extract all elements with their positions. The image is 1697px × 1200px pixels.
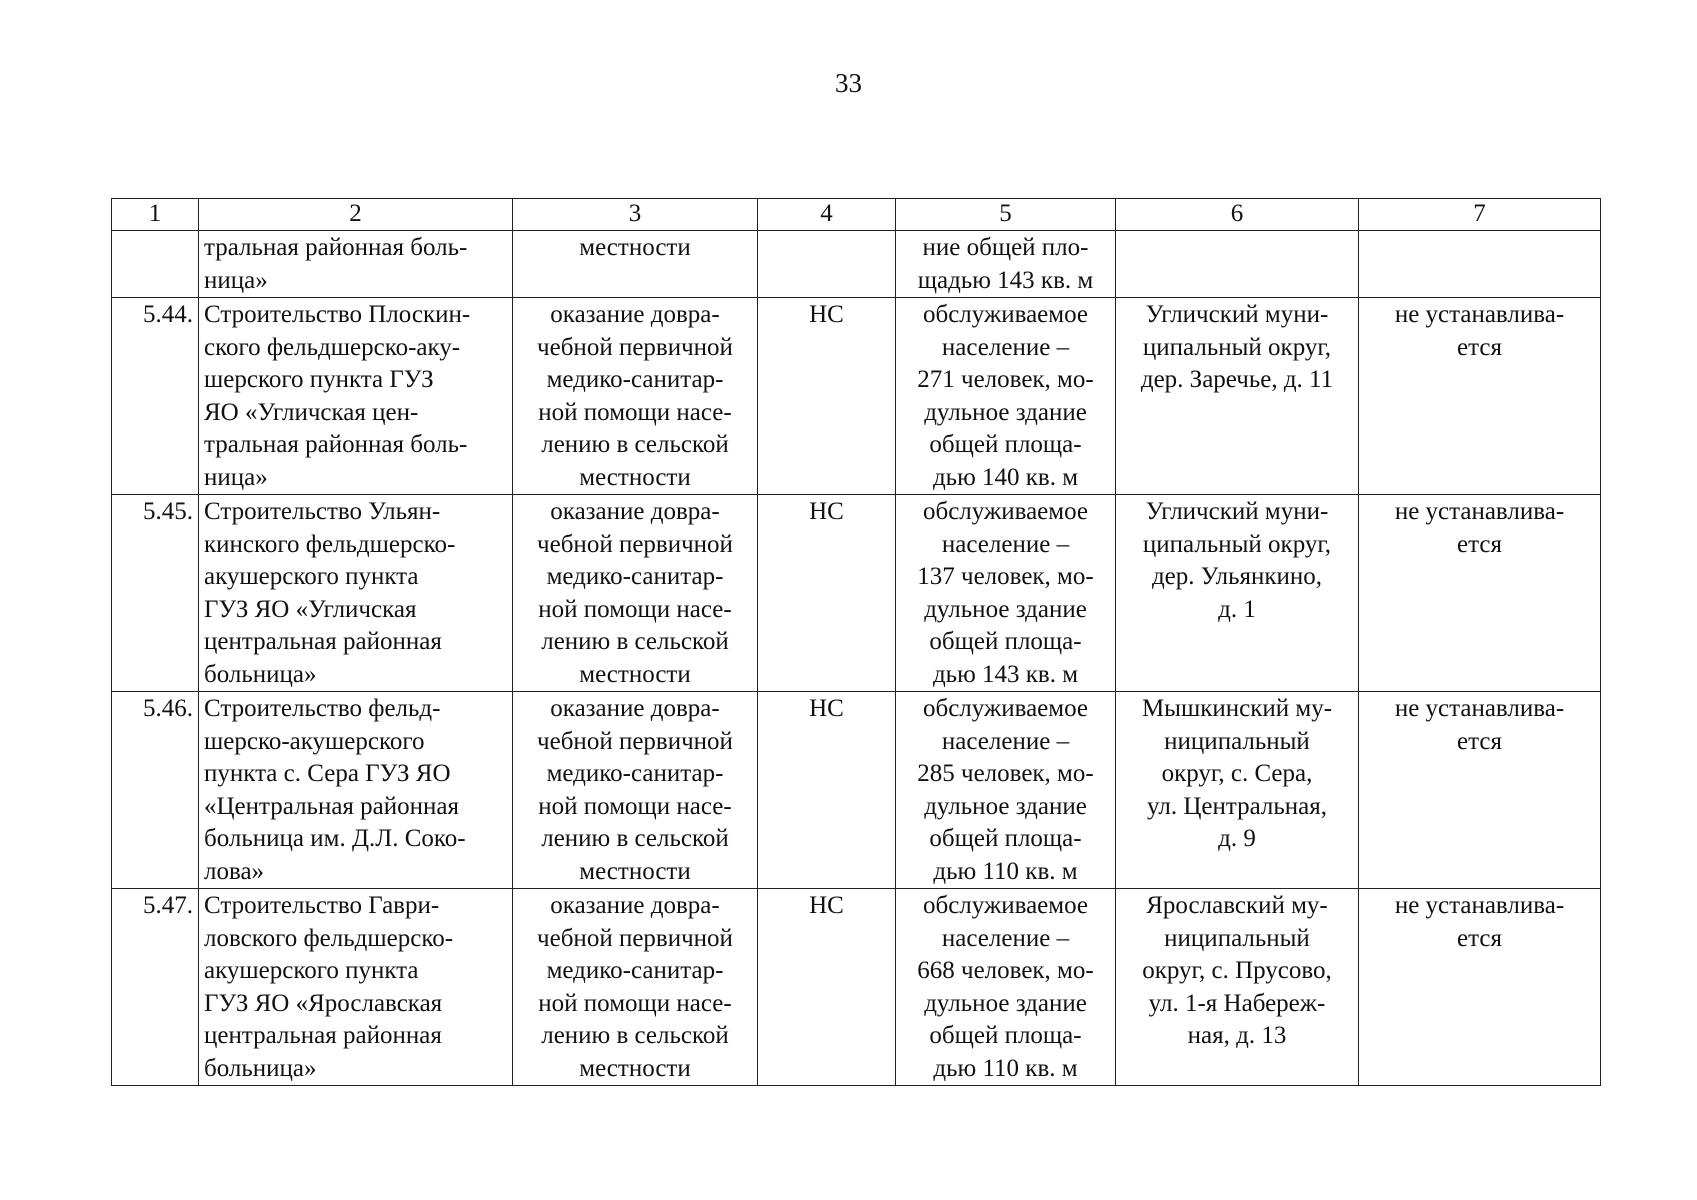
object-status: НС <box>758 889 896 1086</box>
column-number: 3 <box>513 199 758 231</box>
object-purpose: оказание довра- чебной первичной медико-санитар- ной помощи насе- лению в сельской местности <box>513 298 758 495</box>
object-name: Строительство Гаври- ловского фельдшерско- акушерского пункта ГУЗ ЯО «Ярославская центральная районная больница» <box>199 889 513 1086</box>
table-row <box>112 231 1601 298</box>
table-row <box>112 889 1601 1086</box>
object-zone: не устанавлива- ется <box>1359 692 1601 889</box>
column-number: 5 <box>896 199 1116 231</box>
object-characteristics: ние общей пло- щадью 143 кв. м <box>896 231 1116 298</box>
object-status <box>758 231 896 298</box>
object-purpose: оказание довра- чебной первичной медико-санитар- ной помощи насе- лению в сельской местности <box>513 495 758 692</box>
object-characteristics: обслуживаемое население – 285 человек, мо- дульное здание общей площа- дью 110 кв. м <box>896 692 1116 889</box>
item-number: 5.44. <box>112 298 199 495</box>
table-row <box>112 298 1601 495</box>
object-location: Ярославский му- ниципальный округ, с. Прусово, ул. 1-я Набереж- ная, д. 13 <box>1116 889 1359 1086</box>
object-purpose: оказание довра- чебной первичной медико-санитар- ной помощи насе- лению в сельской местности <box>513 889 758 1086</box>
column-number: 4 <box>758 199 896 231</box>
object-name: тральная районная боль- ница» <box>199 231 513 298</box>
object-zone: не устанавлива- ется <box>1359 495 1601 692</box>
page-number: 33 <box>835 68 862 98</box>
object-purpose: оказание довра- чебной первичной медико-санитар- ной помощи насе- лению в сельской местности <box>513 692 758 889</box>
object-status: НС <box>758 692 896 889</box>
item-number: 5.46. <box>112 692 199 889</box>
planning-table <box>111 198 1601 1086</box>
item-number: 5.45. <box>112 495 199 692</box>
table-row <box>112 692 1601 889</box>
object-location: Мышкинский му- ниципальный округ, с. Сера, ул. Центральная, д. 9 <box>1116 692 1359 889</box>
object-zone: не устанавлива- ется <box>1359 889 1601 1086</box>
object-characteristics: обслуживаемое население – 137 человек, мо- дульное здание общей площа- дью 143 кв. м <box>896 495 1116 692</box>
table-row <box>112 495 1601 692</box>
column-number: 7 <box>1359 199 1601 231</box>
object-purpose: местности <box>513 231 758 298</box>
item-number <box>112 231 199 298</box>
object-status: НС <box>758 495 896 692</box>
object-status: НС <box>758 298 896 495</box>
object-zone <box>1359 231 1601 298</box>
column-number: 1 <box>112 199 199 231</box>
column-number-row <box>112 199 1601 231</box>
object-name: Строительство фельд- шерско-акушерского пункта с. Сера ГУЗ ЯО «Центральная районная больница им. Д.Л. Соко- лова» <box>199 692 513 889</box>
column-number: 6 <box>1116 199 1359 231</box>
object-characteristics: обслуживаемое население – 271 человек, мо- дульное здание общей площа- дью 140 кв. м <box>896 298 1116 495</box>
object-name: Строительство Ульян- кинского фельдшерско- акушерского пункта ГУЗ ЯО «Угличская центральная районная больница» <box>199 495 513 692</box>
item-number: 5.47. <box>112 889 199 1086</box>
object-name: Строительство Плоскин- ского фельдшерско-аку- шерского пункта ГУЗ ЯО «Угличская цен- тральная районная боль- ница» <box>199 298 513 495</box>
object-zone: не устанавлива- ется <box>1359 298 1601 495</box>
object-location <box>1116 231 1359 298</box>
object-location: Угличский муни- ципальный округ, дер. Заречье, д. 11 <box>1116 298 1359 495</box>
object-characteristics: обслуживаемое население – 668 человек, мо- дульное здание общей площа- дью 110 кв. м <box>896 889 1116 1086</box>
column-number: 2 <box>199 199 513 231</box>
object-location: Угличский муни- ципальный округ, дер. Ульянкино, д. 1 <box>1116 495 1359 692</box>
